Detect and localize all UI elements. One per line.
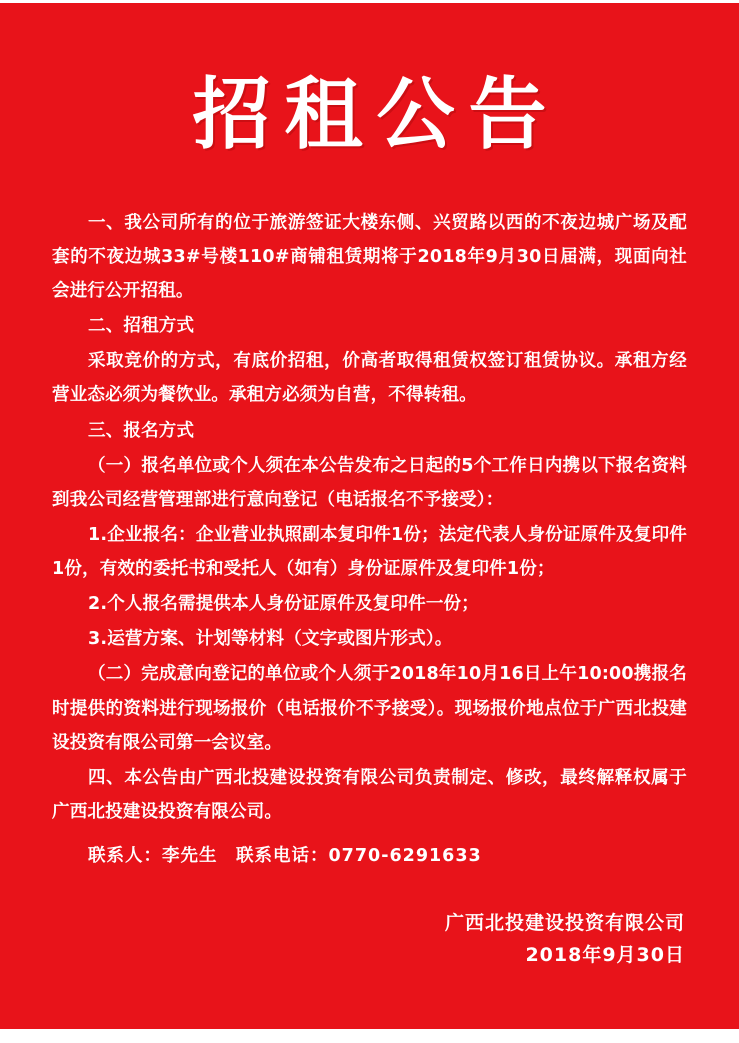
signature-block <box>0 907 739 972</box>
signature-date: 2018年9月30日 <box>525 944 685 967</box>
paragraph-9: （二）完成意向登记的单位或个人须于2018年10月16日上午10:00携报名时提供的资料进行现场报价（电话报价不予接受）。现场报价地点位于广西北投建设投资有限公司第一会议室。 <box>52 664 687 753</box>
announcement-body <box>0 158 739 873</box>
top-edge-strip <box>0 0 739 3</box>
paragraph-1: 一、我公司所有的位于旅游签证大楼东侧、兴贸路以西的不夜边城广场及配套的不夜边城33#号楼110#商铺租赁期将于2018年9月30日届满，现面向社会进行公开招租。 <box>52 212 687 302</box>
paragraph-4: 三、报名方式 <box>88 420 195 441</box>
paragraph-8: 3.运营方案、计划等材料（文字或图片形式）。 <box>88 629 453 650</box>
paragraph-5: （一）报名单位或个人须在本公告发布之日起的5个工作日内携以下报名资料到我公司经营管理部进行意向登记（电话报名不予接受）： <box>52 455 687 510</box>
paragraph-10: 四、本公告由广西北投建设投资有限公司负责制定、修改，最终解释权属于广西北投建设投资有限公司。 <box>52 767 687 822</box>
contact-line: 联系人：李先生 联系电话：0770-6291633 <box>88 846 482 867</box>
page-title: 招租公告 <box>192 69 561 160</box>
bottom-edge-strip <box>0 1029 739 1043</box>
paragraph-2: 二、招租方式 <box>88 316 195 337</box>
signature-company: 广西北投建设投资有限公司 <box>444 912 685 935</box>
paragraph-7: 2.个人报名需提供本人身份证原件及复印件一份； <box>88 594 479 615</box>
paragraph-6: 1.企业报名：企业营业执照副本复印件1份；法定代表人身份证原件及复印件1份，有效的委托书和受托人（如有）身份证原件及复印件1份； <box>52 524 687 580</box>
paragraph-3: 采取竞价的方式，有底价招租，价高者取得租赁权签订租赁协议。承租方经营业态必须为餐饮业。承租方必须为自营，不得转租。 <box>52 351 687 406</box>
